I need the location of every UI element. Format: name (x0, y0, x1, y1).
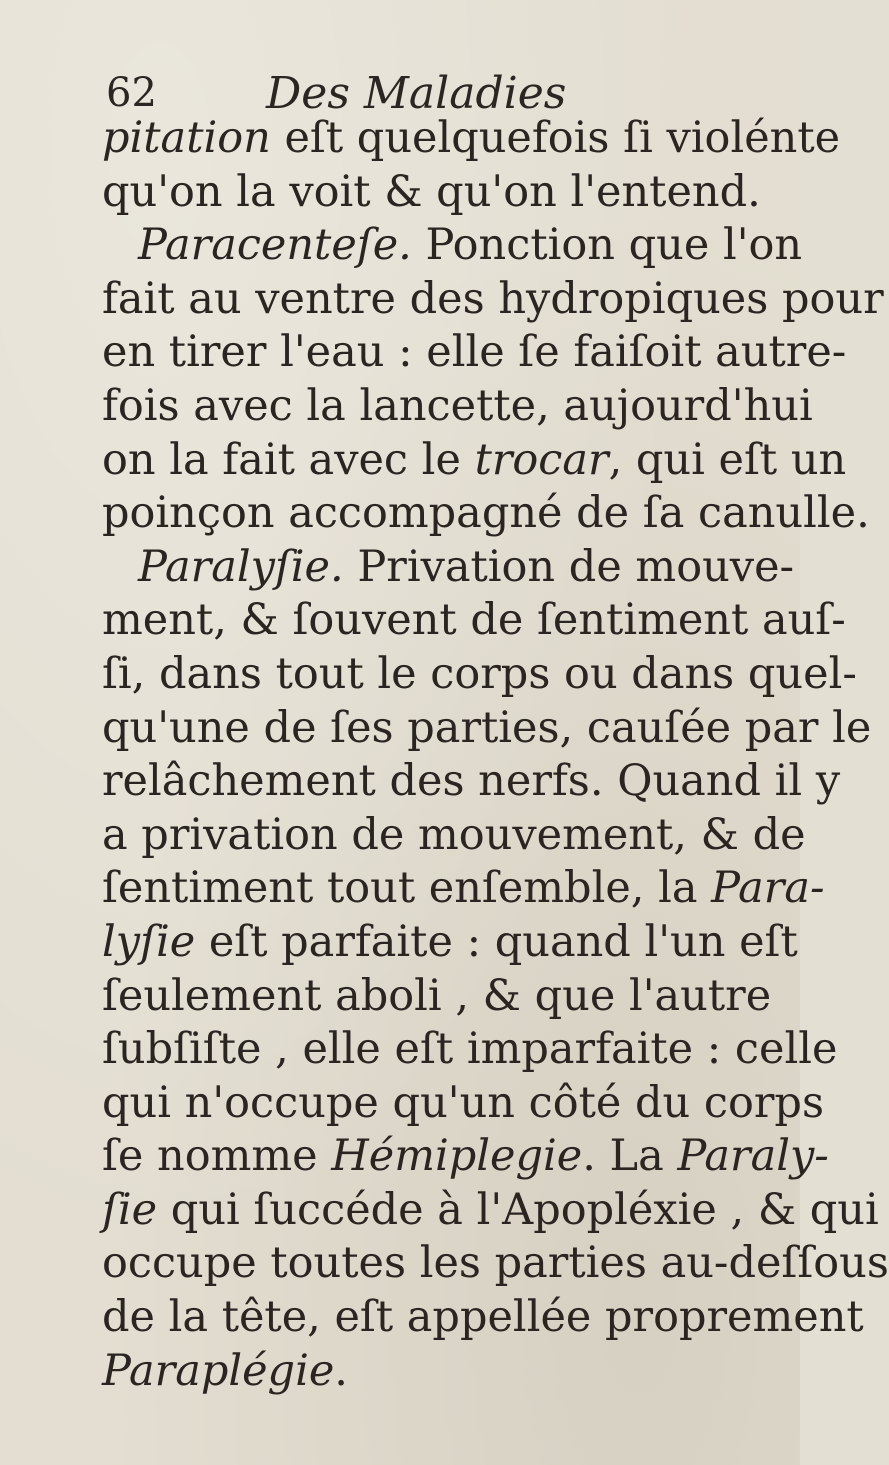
italic-text: ſie (102, 1184, 158, 1235)
italic-text: Hémiplegie (331, 1131, 583, 1182)
running-title: Des Maladies (266, 68, 567, 119)
text-line (102, 916, 798, 970)
text-run: qu'une de ſes parties, cauſée par le (102, 702, 872, 753)
text-line (102, 702, 872, 756)
text-run: occupe toutes les parties au-deſſous (102, 1238, 889, 1289)
italic-text: Paraly- (677, 1131, 829, 1182)
text-run: on la fait avec le (102, 434, 475, 485)
text-run: ſe nomme (102, 1131, 332, 1182)
text-line (102, 1130, 829, 1184)
text-line (102, 755, 841, 809)
italic-text: Paraplégie (102, 1345, 335, 1396)
text-line (102, 1237, 889, 1291)
text-run: . (334, 1345, 348, 1396)
italic-text: pitation (102, 113, 271, 163)
text-run: , qui eſt un (608, 434, 847, 485)
text-run: relâchement des nerfs. Quand il y (102, 756, 841, 807)
text-run: a privation de mouvement, & de (102, 809, 806, 860)
italic-text: lyſie (102, 916, 196, 967)
text-run: en tirer l'eau : elle ſe faiſoit autre- (102, 327, 847, 378)
text-run: ſentiment tout enſemble, la (102, 863, 712, 914)
text-line (102, 594, 846, 648)
text-run: qui n'occupe qu'un côté du corps (102, 1077, 825, 1128)
text-run: poinçon accompagné de ſa canulle. (102, 488, 870, 539)
italic-text: Paracenteſe. (138, 220, 412, 271)
text-run: qui ſuccéde à l'Apopléxie , & qui (157, 1184, 879, 1235)
text-run: fait au ventre des hydropiques pour (102, 273, 884, 324)
text-run: de la tête, eſt appellée proprement (102, 1292, 864, 1343)
text-run: ment, & ſouvent de ſentiment auſ- (102, 595, 846, 646)
text-run: . La (582, 1131, 678, 1182)
text-line (102, 1023, 838, 1077)
text-run: ſi, dans tout le corps ou dans quel- (102, 648, 857, 699)
text-line (102, 487, 870, 541)
text-run: ſubſiſte , elle eſt imparfaite : celle (102, 1024, 838, 1075)
text-run: fois avec la lancette, aujourd'hui (102, 380, 813, 431)
text-line (102, 541, 795, 595)
text-line (102, 434, 847, 488)
text-run: eſt quelquefois ſi violénte (270, 113, 841, 163)
text-line (102, 1345, 782, 1399)
text-line (102, 380, 813, 434)
text-line (102, 1077, 825, 1131)
text-run: ſeulement aboli , & que l'autre (102, 970, 772, 1021)
text-line (102, 862, 825, 916)
text-line (102, 809, 806, 863)
italic-text: trocar (474, 434, 609, 485)
text-line (102, 273, 884, 327)
text-line (102, 970, 782, 1024)
text-line (102, 1291, 864, 1345)
text-line (102, 219, 803, 273)
page-number: 62 (106, 70, 157, 116)
text-line (102, 326, 847, 380)
italic-text: Para- (711, 863, 825, 914)
text-line (102, 166, 782, 220)
text-line (102, 648, 857, 702)
text-line (102, 112, 841, 166)
body-text (102, 112, 889, 1398)
text-run: Privation de mouve- (343, 541, 795, 592)
text-run: Ponction que l'on (411, 220, 803, 271)
italic-text: Paralyſie. (138, 541, 344, 592)
text-line (102, 1184, 879, 1238)
text-run: qu'on la voit & qu'on l'entend. (102, 166, 761, 217)
text-run: eſt parfaite : quand l'un eſt (195, 916, 798, 967)
